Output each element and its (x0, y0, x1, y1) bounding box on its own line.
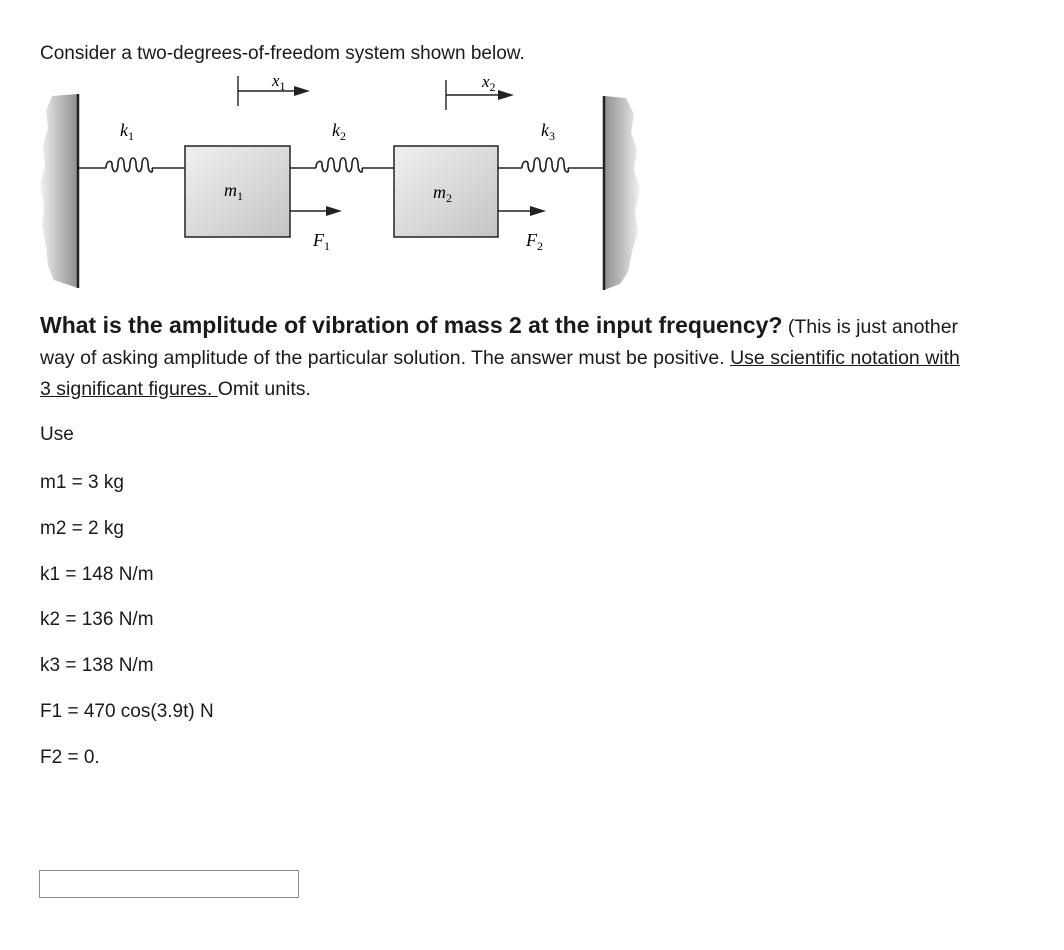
label-f2: $F_2$ (526, 230, 543, 253)
param-k3: k3 = 138 N/m (40, 655, 154, 677)
left-wall (40, 94, 78, 288)
label-f1: $F_1$ (313, 230, 330, 253)
intro-text: Consider a two-degrees-of-freedom system shown below. (40, 43, 525, 64)
force-f1-arrow (290, 206, 342, 216)
label-k2: $k_2$ (332, 120, 346, 143)
label-x2: $x_2$ (482, 72, 496, 94)
right-wall (604, 96, 640, 290)
spring-k1 (78, 158, 185, 172)
question-part2: Omit units. (217, 378, 311, 400)
question-part1: (This is just another way of asking amplitude of the particular solution. The answer must be positive. (40, 316, 959, 369)
spring-k2 (290, 158, 394, 172)
label-m1: $m_1$ (224, 180, 243, 203)
parameter-list (40, 470, 214, 791)
param-f2: F2 = 0. (40, 746, 100, 768)
label-m2: $m_2$ (433, 182, 452, 205)
question-bold: What is the amplitude of vibration of mass 2 at the input frequency? (40, 312, 783, 338)
param-m2: m2 = 2 kg (40, 517, 124, 539)
label-k1: $k_1$ (120, 120, 134, 143)
label-x1: $x_1$ (272, 71, 286, 93)
question-underlined: Use scientific notation with 3 significant figures. (40, 347, 960, 400)
displacement-x2-arrow (446, 80, 514, 110)
label-k3: $k_3$ (541, 120, 555, 143)
param-f1: F1 = 470 cos(3.9t) N (40, 700, 214, 722)
param-m1: m1 = 3 kg (40, 472, 124, 493)
question-text (40, 310, 960, 405)
two-dof-system-diagram (36, 66, 652, 296)
spring-k3 (498, 158, 604, 172)
param-k1: k1 = 148 N/m (40, 563, 154, 585)
answer-input[interactable] (39, 870, 299, 898)
force-f2-arrow (498, 206, 546, 216)
param-k2: k2 = 136 N/m (40, 609, 154, 631)
use-label: Use (40, 424, 74, 445)
